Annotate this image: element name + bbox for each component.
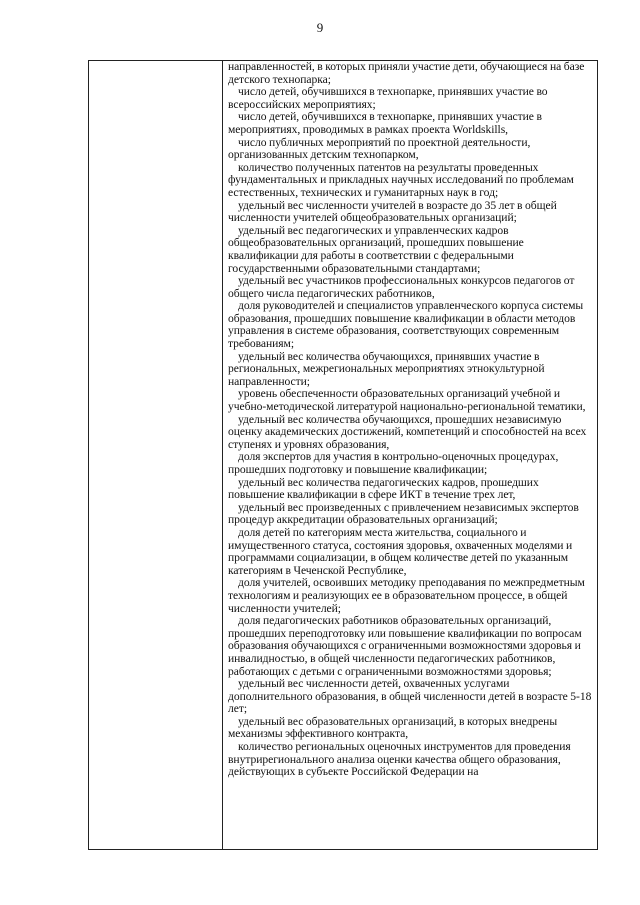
- indicator-paragraph: удельный вес количества обучающихся, прошедших независимую оценку академических достижений, компетенций и способностей на всех ступенях и уровнях образования,: [228, 412, 587, 451]
- indicator-paragraph: удельный вес количества обучающихся, принявших участие в региональных, межрегиональных мероприятиях этнокультурной направленности;: [228, 349, 545, 388]
- indicator-paragraph: удельный вес образовательных организаций, в которых внедрены механизмы эффективного контракта,: [228, 714, 558, 741]
- table-left-cell: [89, 61, 223, 849]
- page-number: 9: [316, 20, 324, 35]
- indicator-paragraph: направленностей, в которых приняли участие дети, обучающиеся на базе детского технопарка;: [228, 61, 585, 86]
- indicator-paragraph: удельный вес произведенных с привлечением независимых экспертов процедур аккредитации образовательных организаций;: [228, 500, 579, 527]
- indicator-paragraph: число детей, обучившихся в технопарке, принявших участие во всероссийских мероприятиях;: [228, 85, 548, 111]
- indicator-paragraph: удельный вес педагогических и управленческих кадров общеобразовательных организаций, прошедших повышение квалификации для работы в соответствии с федеральными государственными образовательными стандартами;: [228, 223, 524, 275]
- indicator-paragraph: доля экспертов для участия в контрольно-оценочных процедурах, прошедших подготовку и повышение квалификации;: [228, 450, 559, 476]
- indicator-paragraph: удельный вес численности учителей в возрасте до 35 лет в общей численности учителей общеобразовательных организаций;: [228, 198, 557, 225]
- indicator-paragraph: число детей, обучившихся в технопарке, принявших участие в мероприятиях, проводимых в рамках проекта Worldskills,: [228, 110, 542, 136]
- indicator-paragraph: уровень обеспеченности образовательных организаций учебной и учебно-методической литературой национально-региональной тематики,: [228, 387, 586, 414]
- indicator-paragraph: доля руководителей и специалистов управленческого корпуса системы образования, прошедших повышение квалификации в области методов управления в системе образования, соответствующих современным требованиям;: [228, 299, 584, 351]
- document-table: [88, 60, 598, 850]
- indicator-paragraph: число публичных мероприятий по проектной деятельности, организованных детским технопарком,: [228, 135, 531, 162]
- indicator-paragraph: количество региональных оценочных инструментов для проведения внутрирегионального анализа оценки качества общего образования, действующих в субъекте Российской Федерации на: [228, 740, 571, 779]
- indicator-paragraph: удельный вес участников профессиональных конкурсов педагогов от общего числа педагогических работников,: [228, 274, 575, 300]
- indicator-paragraph: удельный вес численности детей, охваченных услугами дополнительного образования, в общей численности детей в возрасте 5-18 лет;: [228, 677, 592, 716]
- indicator-paragraph: доля детей по категориям места жительства, социального и имущественного статуса, состояния здоровья, охваченных моделями и программами социализации, в общем количестве детей по указанным категориям в Чеченской Республике,: [228, 525, 573, 577]
- indicator-paragraph: количество полученных патентов на результаты проведенных фундаментальных и прикладных научных исследований по проблемам естественных, технических и гуманитарных наук в год;: [228, 160, 574, 199]
- indicator-paragraph: доля учителей, освоивших методику преподавания по межпредметным технологиям и реализующих ее в образовательном процессе, в общей численности учителей;: [228, 576, 585, 615]
- indicator-paragraph: удельный вес количества педагогических кадров, прошедших повышение квалификации в сфере ИКТ в течение трех лет,: [228, 475, 539, 502]
- indicator-paragraph: доля педагогических работников образовательных организаций, прошедших переподготовку или повышение квалификации по вопросам образования обучающихся с ограниченными возможностями здоровья и инвалидностью, в общей численности педагогических работников, работающих с детьми с ограниченными возможностями здоровья;: [228, 614, 582, 678]
- table-right-cell: [223, 61, 597, 849]
